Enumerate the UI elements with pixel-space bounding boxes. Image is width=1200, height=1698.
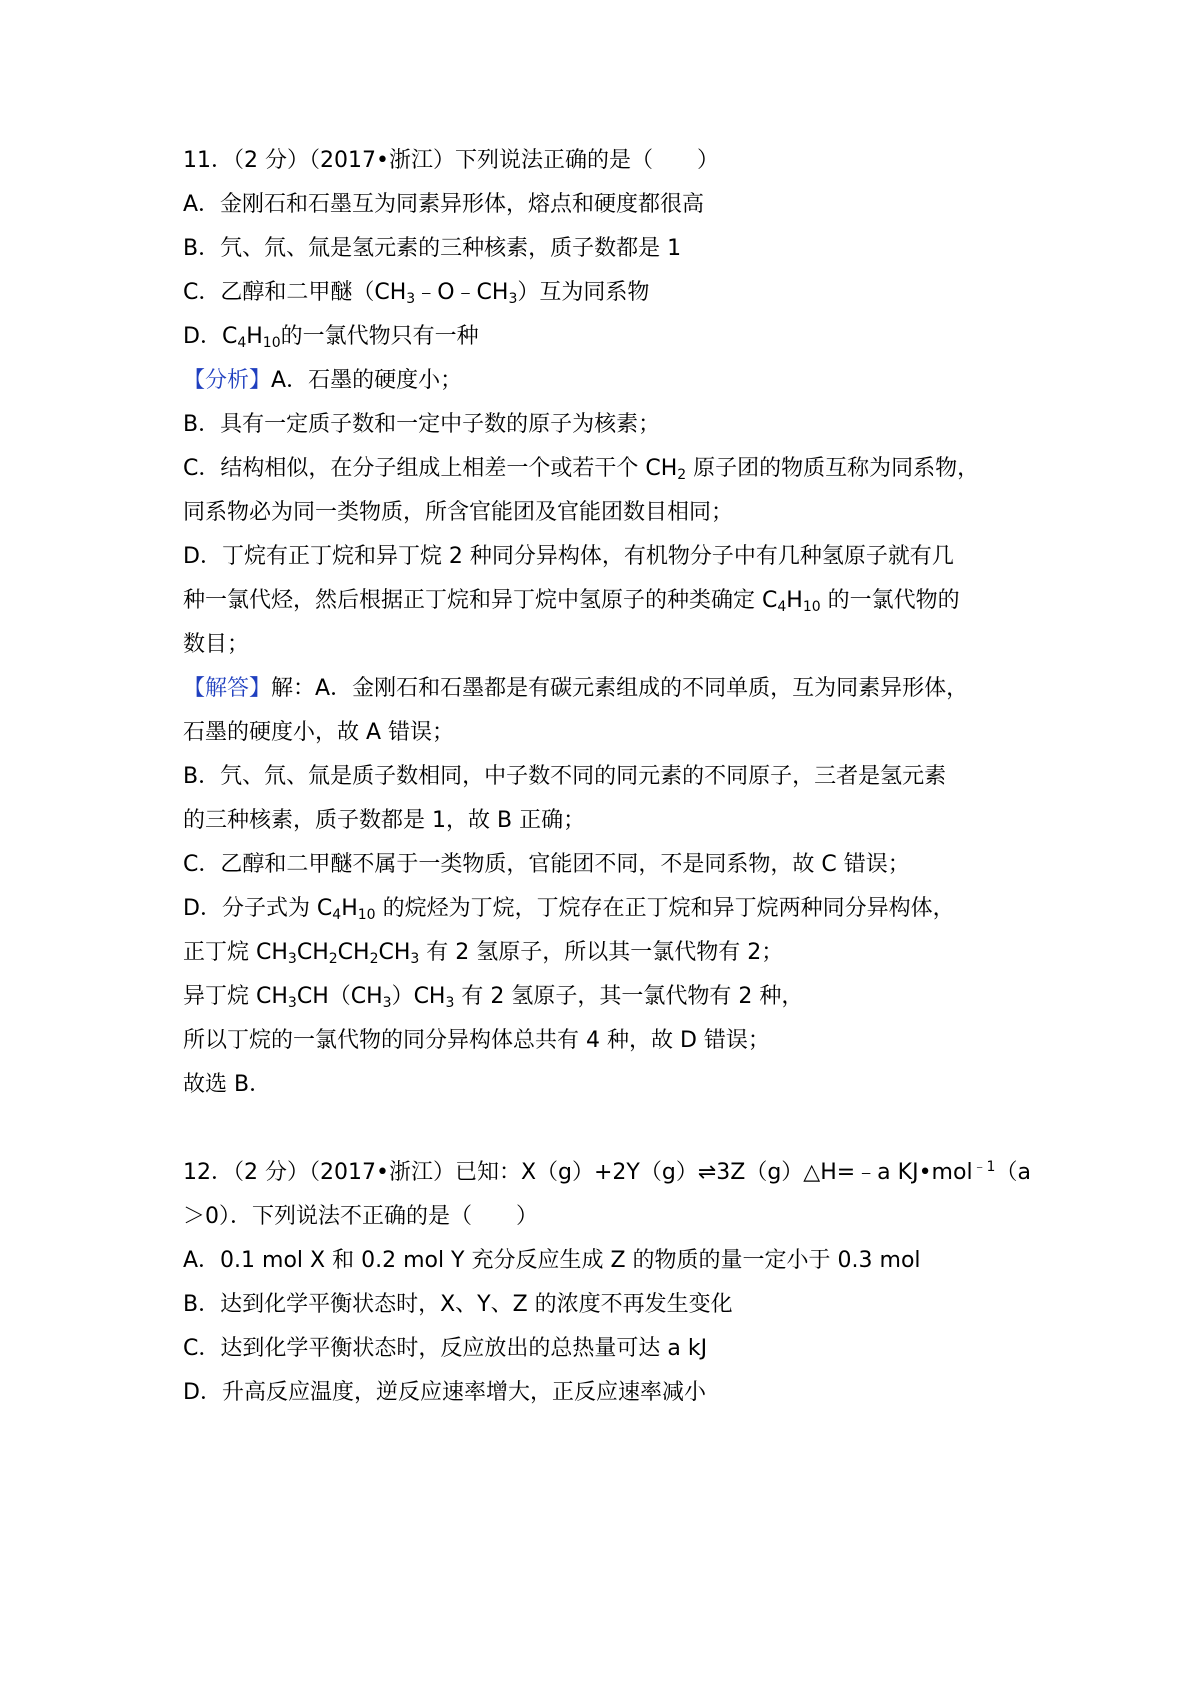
text: ）互为同系物 <box>517 280 650 305</box>
q11-analysis-c1 <box>183 454 979 484</box>
q11-analysis-b: B．具有一定质子数和一定中子数的原子为核素； <box>183 412 661 437</box>
subscript: 4 <box>237 335 247 351</box>
text: H <box>341 896 358 921</box>
text: C．结构相似，在分子组成上相差一个或若干个 CH <box>183 456 678 481</box>
text: A．石墨的硬度小； <box>271 368 463 393</box>
text: 的一氯代物只有一种 <box>280 324 479 349</box>
q11-answer-b1: B．氕、氘、氚是质子数相同，中子数不同的同元素的不同原子，三者是氢元素 <box>183 764 947 789</box>
subscript: 4 <box>777 599 787 615</box>
q11-answer-b2: 的三种核素，质子数都是 1，故 B 正确； <box>183 808 586 833</box>
q11-analysis-d1: D．丁烷有正丁烷和异丁烷 2 种同分异构体，有机物分子中有几种氢原子就有几 <box>183 544 954 569</box>
text: D．分子式为 C <box>183 896 333 921</box>
subscript: 2 <box>369 951 379 967</box>
text: 12．（2 分）（2017•浙江）已知：X（g）+2Y（g）⇌3Z（g）△H=﹣a KJ•mol <box>183 1160 973 1185</box>
text: CH <box>337 940 370 965</box>
text: ﹣O﹣CH <box>415 280 509 305</box>
q11-analysis-a <box>183 366 462 396</box>
text: （a <box>995 1160 1031 1185</box>
q11-answer-a2: 石墨的硬度小，故 A 错误； <box>183 720 455 745</box>
subscript: 10 <box>802 599 821 615</box>
q12-option-c: C．达到化学平衡状态时，反应放出的总热量可达 a kJ <box>183 1336 708 1361</box>
subscript: 3 <box>406 291 416 307</box>
q11-option-b: B．氕、氘、氚是氢元素的三种核素，质子数都是 1 <box>183 236 682 261</box>
q11-answer-d3 <box>183 982 803 1012</box>
q11-analysis-d3: 数目； <box>183 632 250 657</box>
text: 解：A．金刚石和石墨都是有碳元素组成的不同单质，互为同素异形体， <box>271 676 969 701</box>
q11-option-c <box>183 278 649 308</box>
text: CH <box>378 940 411 965</box>
subscript: 3 <box>410 951 420 967</box>
q11-answer-d4: 所以丁烷的一氯代物的同分异构体总共有 4 种，故 D 错误； <box>183 1028 770 1053</box>
q11-analysis-c2: 同系物必为同一类物质，所含官能团及官能团数目相同； <box>183 500 734 525</box>
answer-tag: 【解答】 <box>183 676 272 701</box>
superscript: ﹣1 <box>972 1159 996 1175</box>
text: 的一氯代物的 <box>820 588 960 613</box>
subscript: 3 <box>287 995 297 1011</box>
subscript: 3 <box>445 995 455 1011</box>
text: 正丁烷 CH <box>183 940 288 965</box>
subscript: 10 <box>357 907 376 923</box>
q12-stem-line1 <box>183 1158 1031 1188</box>
text: 有 2 氢原子，其一氯代物有 2 种， <box>454 984 804 1009</box>
q11-stem: 11．（2 分）（2017•浙江）下列说法正确的是（ ） <box>183 148 719 173</box>
subscript: 3 <box>508 291 518 307</box>
subscript: 2 <box>328 951 338 967</box>
q11-option-a: A．金刚石和石墨互为同素异形体，熔点和硬度都很高 <box>183 192 705 217</box>
text: H <box>786 588 803 613</box>
subscript: 3 <box>287 951 297 967</box>
q11-answer-d1 <box>183 894 955 924</box>
q11-answer-c: C．乙醇和二甲醚不属于一类物质，官能团不同，不是同系物，故 C 错误； <box>183 852 910 877</box>
q12-option-b: B．达到化学平衡状态时，X、Y、Z 的浓度不再发生变化 <box>183 1292 733 1317</box>
q11-analysis-d2 <box>183 586 960 616</box>
q12-option-a: A．0.1 mol X 和 0.2 mol Y 充分反应生成 Z 的物质的量一定小于 0.3 mol <box>183 1248 921 1273</box>
subscript: 4 <box>332 907 342 923</box>
text: 有 2 氢原子，所以其一氯代物有 2； <box>419 940 784 965</box>
text: H <box>246 324 263 349</box>
analysis-tag: 【分析】 <box>183 368 272 393</box>
q12-stem-line2: ＞0）．下列说法不正确的是（ ） <box>183 1204 538 1229</box>
subscript: 3 <box>382 995 392 1011</box>
text: CH（CH <box>296 984 383 1009</box>
q11-answer-d2 <box>183 938 783 968</box>
text: CH <box>296 940 329 965</box>
q12-option-d: D．升高反应温度，逆反应速率增大，正反应速率减小 <box>183 1380 706 1405</box>
q11-option-d <box>183 322 479 352</box>
subscript: 2 <box>677 467 687 483</box>
text: 种一氯代烃，然后根据正丁烷和异丁烷中氢原子的种类确定 C <box>183 588 778 613</box>
q11-answer-final: 故选 B． <box>183 1072 272 1097</box>
text: 异丁烷 CH <box>183 984 288 1009</box>
text: 的烷烃为丁烷，丁烷存在正丁烷和异丁烷两种同分异构体， <box>375 896 955 921</box>
text: 原子团的物质互称为同系物， <box>686 456 980 481</box>
text: C．乙醇和二甲醚（CH <box>183 280 407 305</box>
text: D．C <box>183 324 238 349</box>
text: ）CH <box>391 984 446 1009</box>
q11-answer-a1 <box>183 674 968 704</box>
subscript: 10 <box>262 335 281 351</box>
